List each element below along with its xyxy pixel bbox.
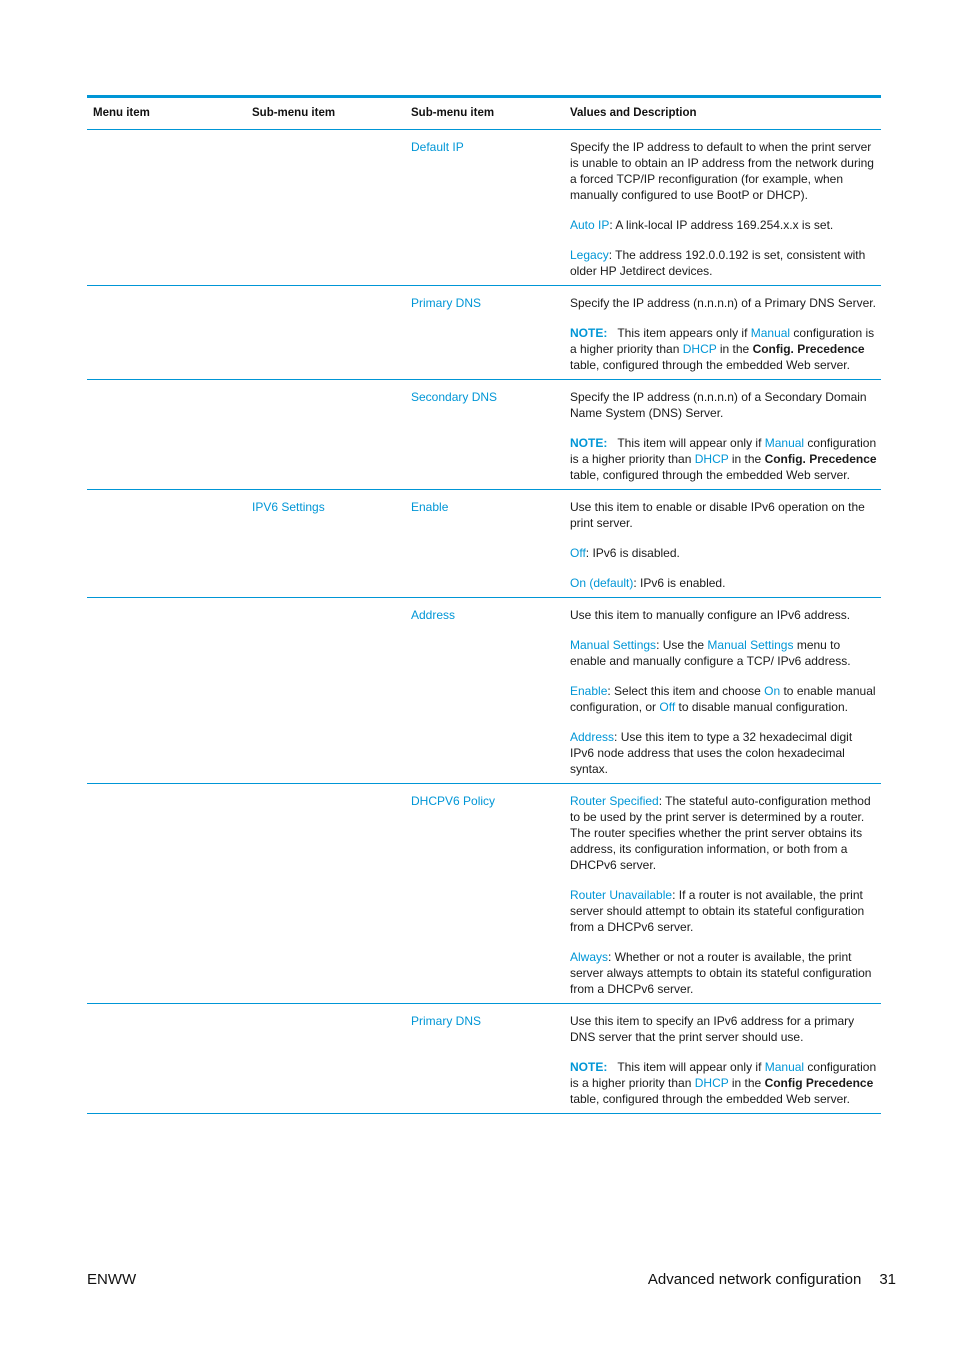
settings-table <box>87 95 881 1114</box>
link-dhcp[interactable]: DHCP <box>694 1076 729 1090</box>
header-sub-menu-item-2: Sub-menu item <box>411 107 495 119</box>
description-text: Use this item to enable or disable IPv6 operation on the print server. <box>570 500 865 530</box>
option-off[interactable]: Off <box>570 546 586 560</box>
note-text: table, configured through the embedded Web server. <box>570 1092 850 1106</box>
option-text: : A link-local IP address 169.254.x.x is set. <box>609 218 834 232</box>
table-row <box>87 784 881 1004</box>
note-text: configuration is a higher priority than <box>570 326 875 356</box>
note <box>570 435 878 483</box>
option-text: : Whether or not a router is available, the print server always attempts to obtain its stateful configuration from a DHCPv6 server. <box>570 950 872 996</box>
note <box>570 325 878 373</box>
link-dhcp[interactable]: DHCP <box>682 342 717 356</box>
submenu-primary-dns-ipv6[interactable]: Primary DNS <box>411 1014 482 1028</box>
note-text: configuration is a higher priority than <box>570 1060 877 1090</box>
header-values-description: Values and Description <box>570 107 697 119</box>
option-auto-ip[interactable]: Auto IP <box>570 218 610 232</box>
note-bold: Config. Precedence <box>752 342 865 356</box>
option-on-default[interactable]: On (default) <box>570 576 634 590</box>
header-menu-item: Menu item <box>93 107 150 119</box>
description-option <box>570 683 878 715</box>
description-text: Specify the IP address to default to when the print server is unable to obtain an IP address from the network during a forced TCP/IP reconfiguration (for example, when manually configured to use BootP or DHCP). <box>570 140 874 202</box>
option-text: : The stateful auto-configuration method to be used by the print server is determined by a router. The router specifies whether the print server obtains its address, its configuration information, or both from a DHCPv6 server. <box>570 794 871 872</box>
note-text: This item appears only if <box>617 326 751 340</box>
submenu-default-ip[interactable]: Default IP <box>411 140 464 154</box>
option-always[interactable]: Always <box>570 950 609 964</box>
option-enable[interactable]: Enable <box>570 684 608 698</box>
description-cell <box>570 139 878 279</box>
description-option <box>570 217 878 233</box>
note-label: NOTE: <box>570 436 608 450</box>
link-manual[interactable]: Manual <box>750 326 791 340</box>
description-cell <box>570 499 878 591</box>
note-text: table, configured through the embedded Web server. <box>570 468 850 482</box>
option-text: menu to enable and manually configure a TCP/ IPv6 address. <box>570 638 851 668</box>
option-manual-settings[interactable]: Manual Settings <box>570 638 657 652</box>
table-row <box>87 380 881 490</box>
note-text: configuration is a higher priority than <box>570 436 877 466</box>
description-cell <box>570 607 878 777</box>
option-text: : IPv6 is enabled. <box>633 576 726 590</box>
submenu-primary-dns[interactable]: Primary DNS <box>411 296 482 310</box>
description-option <box>570 887 878 935</box>
description-text: Specify the IP address (n.n.n.n) of a Primary DNS Server. <box>570 296 876 310</box>
option-text: : Select this item and choose <box>607 684 765 698</box>
table-header <box>87 95 881 130</box>
table-row <box>87 286 881 380</box>
note-label: NOTE: <box>570 326 608 340</box>
note-text: in the <box>728 1076 765 1090</box>
table-row <box>87 130 881 286</box>
description-option <box>570 793 878 873</box>
link-on[interactable]: On <box>764 684 781 698</box>
note-bold: Config. Precedence <box>764 452 877 466</box>
description-text: Use this item to specify an IPv6 address for a primary DNS server that the print server should use. <box>570 1014 855 1044</box>
page-number: 31 <box>879 1271 896 1288</box>
link-manual[interactable]: Manual <box>764 1060 805 1074</box>
description-cell <box>570 1013 878 1107</box>
description-option <box>570 247 878 279</box>
link-dhcp[interactable]: DHCP <box>694 452 729 466</box>
description-text: Use this item to manually configure an IPv6 address. <box>570 608 851 622</box>
note <box>570 1059 878 1107</box>
note-label: NOTE: <box>570 1060 608 1074</box>
description-cell <box>570 295 878 373</box>
note-text: This item will appear only if <box>617 1060 765 1074</box>
note-text: in the <box>716 342 753 356</box>
description-option <box>570 949 878 997</box>
description-option <box>570 575 878 591</box>
note-bold: Config Precedence <box>764 1076 874 1090</box>
submenu-dhcpv6-policy[interactable]: DHCPV6 Policy <box>411 794 496 808</box>
note-text: in the <box>728 452 765 466</box>
option-router-unavailable[interactable]: Router Unavailable <box>570 888 673 902</box>
table-row <box>87 1004 881 1114</box>
option-text: : If a router is not available, the print server should attempt to obtain its stateful configuration from a DHCPv6 server. <box>570 888 865 934</box>
option-text: : The address 192.0.0.192 is set, consistent with older HP Jetdirect devices. <box>570 248 866 278</box>
footer-enww: ENWW <box>87 1271 137 1288</box>
description-cell <box>570 389 878 483</box>
option-text: to enable manual configuration, or <box>570 684 876 714</box>
link-manual[interactable]: Manual <box>764 436 805 450</box>
note-text: table, configured through the embedded Web server. <box>570 358 850 372</box>
footer-chapter-title: Advanced network configuration <box>647 1271 862 1288</box>
option-text: : Use this item to type a 32 hexadecimal digit IPv6 node address that uses the colon hexadecimal syntax. <box>570 730 853 776</box>
submenu-ipv6-settings[interactable]: IPV6 Settings <box>252 500 325 514</box>
option-text: : IPv6 is disabled. <box>585 546 680 560</box>
footer-title <box>648 1271 896 1288</box>
option-legacy[interactable]: Legacy <box>570 248 609 262</box>
description-option <box>570 729 878 777</box>
description-cell <box>570 793 878 997</box>
link-off[interactable]: Off <box>659 700 676 714</box>
description-option <box>570 637 878 669</box>
submenu-secondary-dns[interactable]: Secondary DNS <box>411 390 498 404</box>
submenu-address[interactable]: Address <box>411 608 456 622</box>
option-text: to disable manual configuration. <box>675 700 848 714</box>
link-manual-settings[interactable]: Manual Settings <box>707 638 794 652</box>
table-row <box>87 598 881 784</box>
submenu-enable[interactable]: Enable <box>411 500 449 514</box>
description-option <box>570 545 878 561</box>
table-row <box>87 490 881 598</box>
option-router-specified[interactable]: Router Specified <box>570 794 659 808</box>
option-address[interactable]: Address <box>570 730 615 744</box>
description-text: Specify the IP address (n.n.n.n) of a Secondary Domain Name System (DNS) Server. <box>570 390 867 420</box>
header-sub-menu-item: Sub-menu item <box>252 107 336 119</box>
note-text: This item will appear only if <box>617 436 765 450</box>
option-text: : Use the <box>656 638 708 652</box>
